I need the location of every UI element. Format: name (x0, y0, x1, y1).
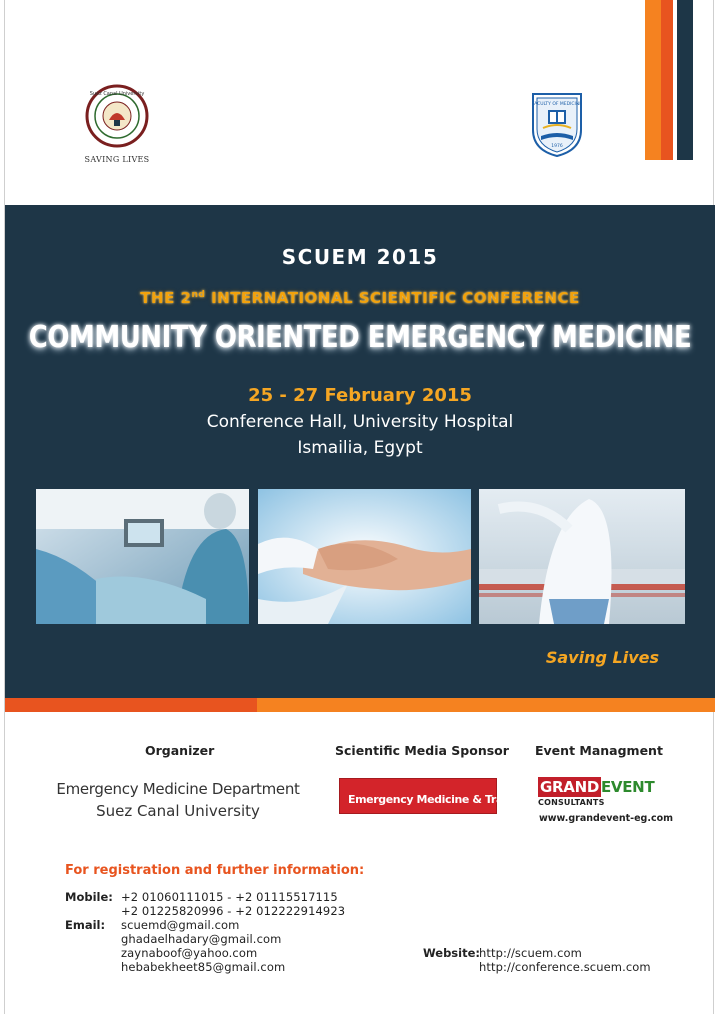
photo-surgery (36, 489, 249, 624)
registration-heading: For registration and further information: (65, 863, 365, 878)
subtitle-ordinal: nd (191, 290, 206, 300)
flyer-page (4, 0, 714, 1014)
event-management-url[interactable]: www.grandevent-eg.com (539, 813, 674, 824)
seal-caption: SAVING LIVES (84, 155, 150, 164)
photo-holding-hands (258, 489, 471, 624)
red-stripe (661, 0, 673, 160)
media-sponsor-heading: Scientific Media Sponsor (335, 743, 509, 758)
email-label: Email: (65, 918, 106, 932)
media-logo-text: Emergency Medicine & Trauma (348, 793, 529, 806)
shield-text: FACULTY OF MEDICINE (531, 102, 583, 107)
organizer-heading: Organizer (145, 743, 215, 758)
suez-canal-university-logo (79, 84, 155, 164)
website-link[interactable]: http://scuem.com (479, 946, 582, 960)
grand-logo-sub: CONSULTANTS (538, 798, 605, 807)
mobile-numbers-line2: +2 01225820996 - +2 012222914923 (121, 904, 346, 918)
email-link[interactable]: ghadaelhadary@gmail.com (121, 932, 282, 946)
email-link[interactable]: hebabekheet85@gmail.com (121, 960, 286, 974)
conference-subtitle (5, 289, 715, 307)
subtitle-prefix: THE 2 (140, 289, 192, 307)
grand-event-logo (538, 777, 654, 807)
conference-date: 25 - 27 February 2015 (248, 385, 472, 406)
subtitle-suffix: INTERNATIONAL SCIENTIFIC CONFERENCE (205, 289, 580, 307)
website-link[interactable]: http://conference.scuem.com (479, 960, 651, 974)
email-link[interactable]: scuemd@gmail.com (121, 918, 240, 932)
seal-text: Suez Canal University (89, 91, 145, 97)
navy-stripe (677, 0, 693, 160)
grand-logo-part1: GRAND (540, 778, 599, 796)
accent-bar-orange (257, 698, 715, 712)
organizer-department: Emergency Medicine Department (56, 780, 300, 798)
photo-emergency-room (479, 489, 685, 624)
website-label: Website: (423, 946, 480, 960)
faculty-of-medicine-shield-icon (531, 92, 583, 158)
mobile-label: Mobile: (65, 890, 113, 904)
accent-bar-red (5, 698, 257, 712)
tagline: Saving Lives (545, 648, 659, 667)
orange-stripe (645, 0, 661, 160)
email-link[interactable]: zaynaboof@yahoo.com (121, 946, 258, 960)
conference-city: Ismailia, Egypt (297, 438, 423, 458)
event-management-heading: Event Managment (535, 743, 663, 758)
grand-logo-part2: EVENT (600, 778, 655, 796)
university-seal-icon (85, 84, 149, 148)
shield-year: 1976 (551, 144, 563, 149)
conference-venue: Conference Hall, University Hospital (206, 412, 514, 432)
conference-acronym: SCUEM 2015 (281, 245, 439, 269)
mobile-numbers-line1: +2 01060111015 - +2 01115517115 (121, 890, 338, 904)
media-sponsor-logo (339, 778, 529, 814)
organizer-university: Suez Canal University (96, 802, 260, 820)
header-band (5, 205, 715, 698)
conference-title: COMMUNITY ORIENTED EMERGENCY MEDICINE (28, 320, 692, 356)
